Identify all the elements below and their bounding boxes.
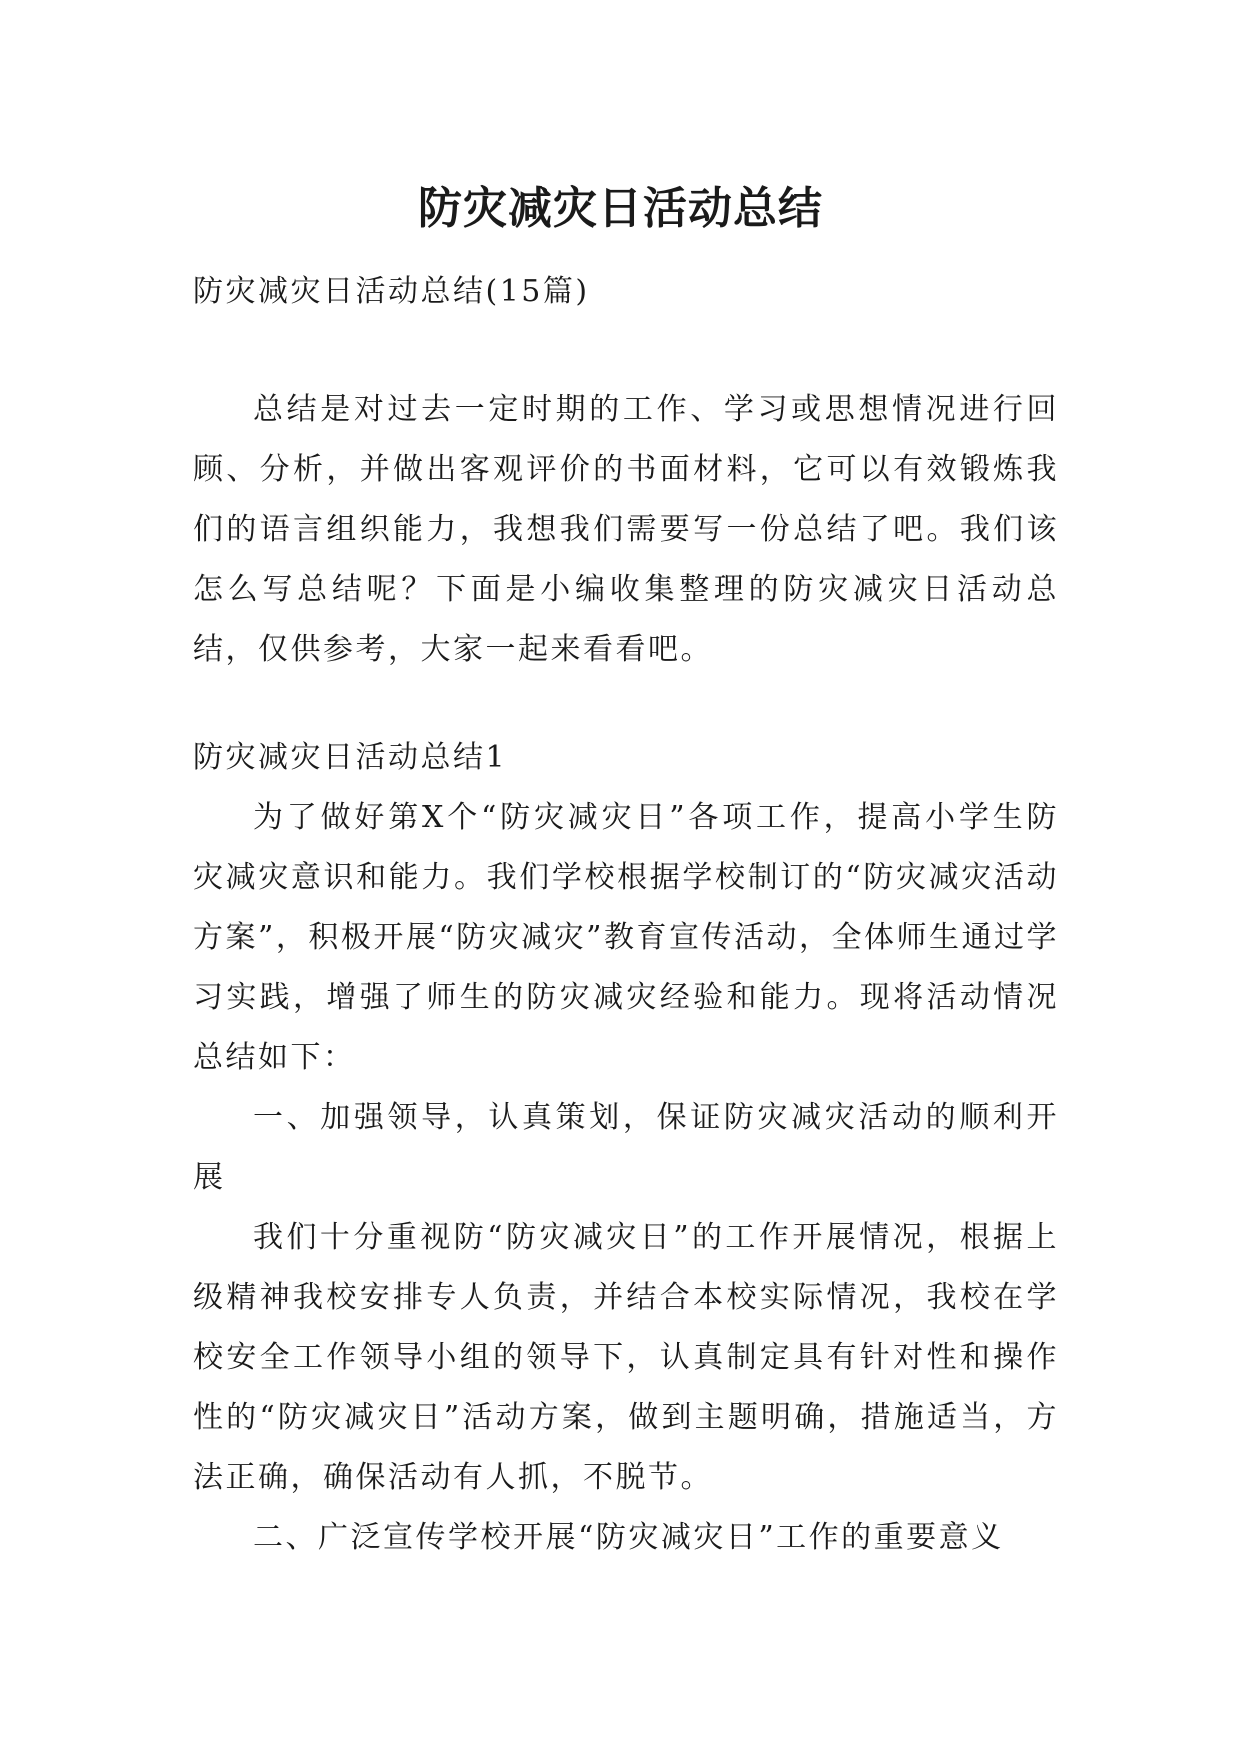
document-subtitle: 防灾减灾日活动总结(15篇) (193, 274, 590, 309)
document-title: 防灾减灾日活动总结 (418, 183, 823, 235)
section-heading: 防灾减灾日活动总结1 (193, 740, 508, 775)
body-paragraph: 一、加强领导，认真策划，保证防灾减灾活动的顺利开展 (193, 1100, 1059, 1195)
body-paragraph: 为了做好第X个“防灾减灾日”各项工作，提高小学生防灾减灾意识和能力。我们学校根据学校制订的“防灾减灾活动方案”，积极开展“防灾减灾”教育宣传活动，全体师生通过学习实践，增强了师生的防灾减灾经验和能力。现将活动情况总结如下： (193, 800, 1060, 1075)
document-body (193, 262, 1059, 1568)
body-paragraph: 二、广泛宣传学校开展“防灾减灾日”工作的重要意义 (253, 1520, 1004, 1555)
intro-paragraph: 总结是对过去一定时期的工作、学习或思想情况进行回顾、分析，并做出客观评价的书面材料，它可以有效锻炼我们的语言组织能力，我想我们需要写一份总结了吧。我们该怎么写总结呢？下面是小编收集整理的防灾减灾日活动总结，仅供参考，大家一起来看看吧。 (193, 392, 1059, 667)
body-paragraph: 我们十分重视防“防灾减灾日”的工作开展情况，根据上级精神我校安排专人负责，并结合本校实际情况，我校在学校安全工作领导小组的领导下，认真制定具有针对性和操作性的“防灾减灾日”活动方案，做到主题明确，措施适当，方法正确，确保活动有人抓，不脱节。 (193, 1220, 1059, 1495)
